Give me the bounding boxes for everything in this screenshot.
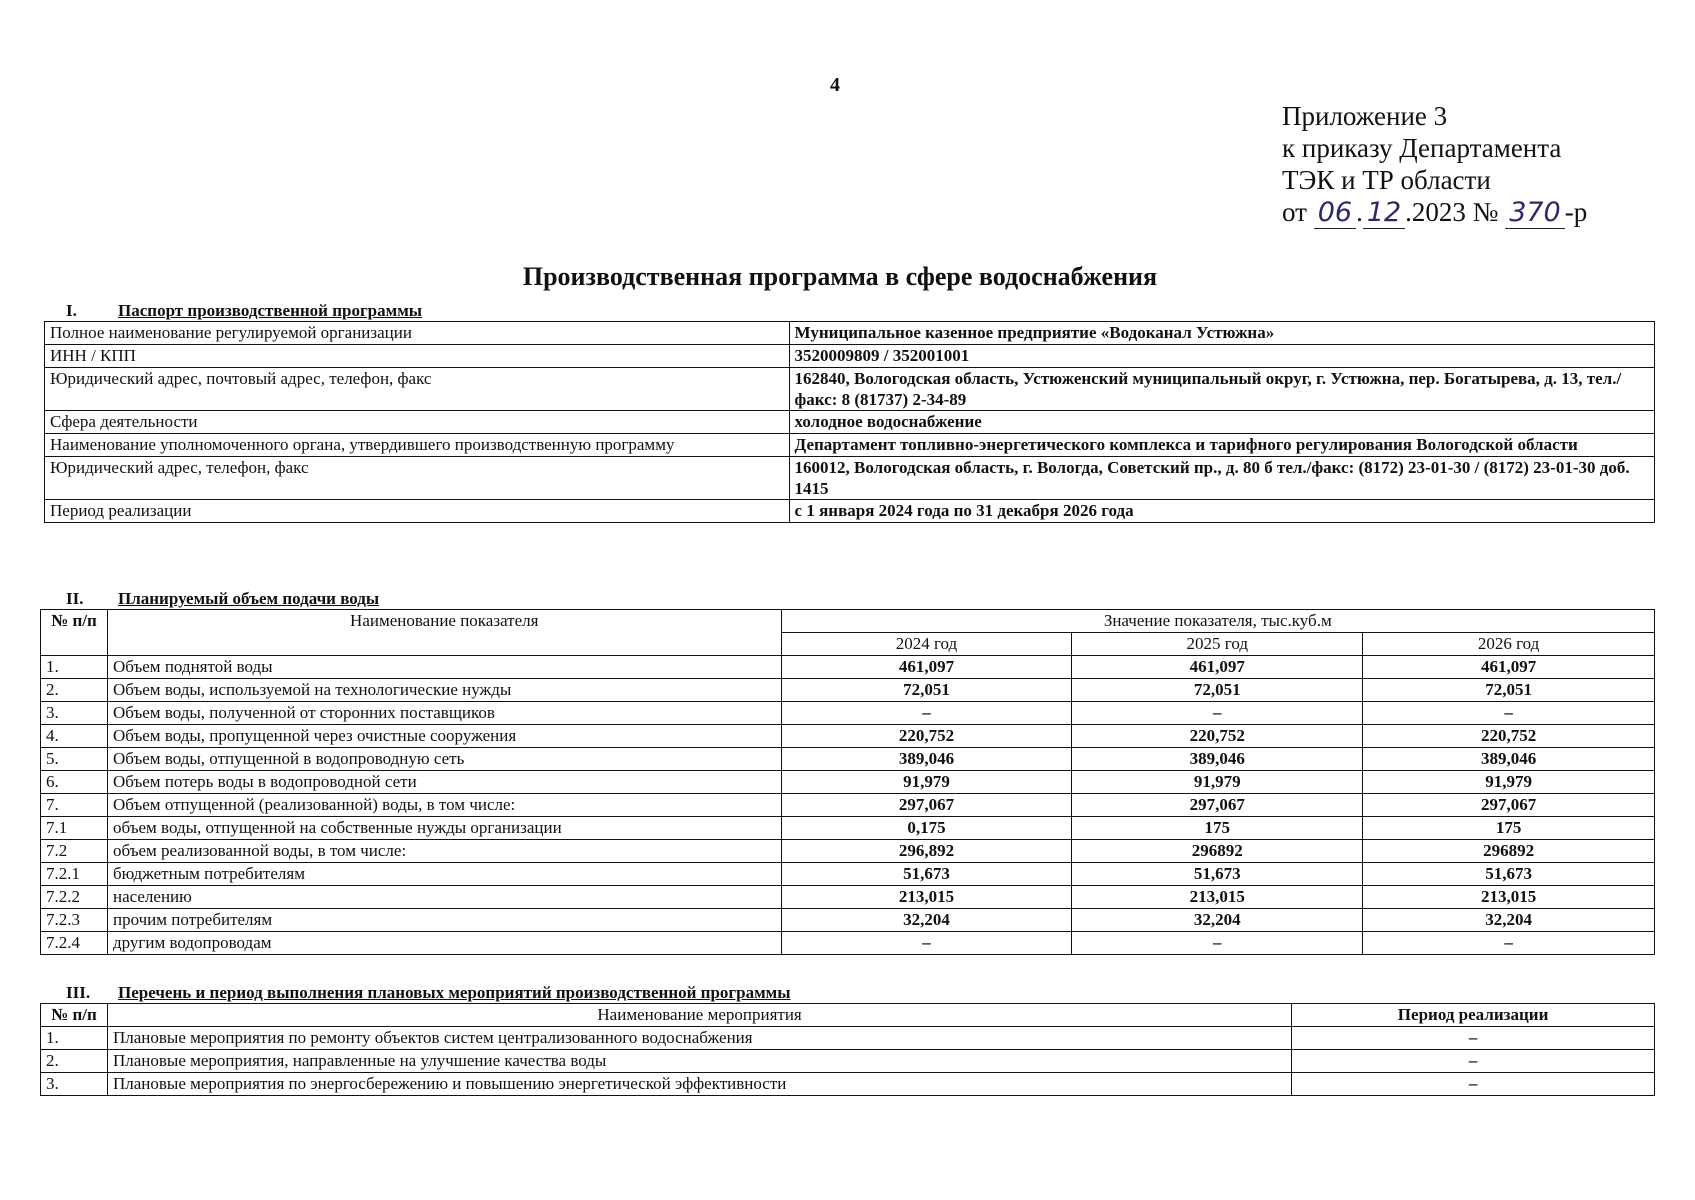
row-indicator-name: объем реализованной воды, в том числе: (107, 840, 781, 863)
date-prefix: от (1282, 197, 1307, 227)
row-indicator-name: Объем поднятой воды (107, 656, 781, 679)
row-value-2026: – (1363, 932, 1655, 955)
appendix-block (1282, 100, 1587, 229)
section-3-heading (66, 983, 791, 1003)
row-value-2025: 51,673 (1072, 863, 1363, 886)
row-number: 7.2.1 (41, 863, 108, 886)
row-value-2026: – (1363, 702, 1655, 725)
row-number: 7.2 (41, 840, 108, 863)
row-value-2026: 51,673 (1363, 863, 1655, 886)
row-event-name: Плановые мероприятия по энергосбережению и повышению энергетической эффективности (107, 1073, 1291, 1096)
row-value-2024: 51,673 (781, 863, 1072, 886)
row-period: – (1292, 1073, 1655, 1096)
order-suffix: -р (1564, 197, 1588, 227)
row-value-2025: 389,046 (1072, 748, 1363, 771)
col-header-year: 2025 год (1072, 633, 1363, 656)
row-value-2025: – (1072, 932, 1363, 955)
row-value-2024: 213,015 (781, 886, 1072, 909)
table-row (41, 932, 1655, 955)
table-row (45, 411, 1655, 434)
table-header-row (41, 1004, 1655, 1027)
table-row (45, 457, 1655, 500)
row-value-2025: 213,015 (1072, 886, 1363, 909)
table-row (41, 863, 1655, 886)
col-header-number: № п/п (41, 610, 108, 656)
passport-value: 162840, Вологодская область, Устюженский муниципальный округ, г. Устюжна, пер. Богатырева, д. 13, тел./факс: 8 (81737) 2-34-89 (789, 368, 1654, 411)
passport-label: Юридический адрес, телефон, факс (45, 457, 790, 500)
row-event-name: Плановые мероприятия по ремонту объектов систем централизованного водоснабжения (107, 1027, 1291, 1050)
passport-label: Сфера деятельности (45, 411, 790, 434)
row-value-2024: – (781, 702, 1072, 725)
row-indicator-name: бюджетным потребителям (107, 863, 781, 886)
row-value-2026: 32,204 (1363, 909, 1655, 932)
table-row (41, 771, 1655, 794)
row-value-2025: 296892 (1072, 840, 1363, 863)
row-value-2024: 296,892 (781, 840, 1072, 863)
table-row (41, 1050, 1655, 1073)
table-row (41, 702, 1655, 725)
passport-label: Наименование уполномоченного органа, утвердившего производственную программу (45, 434, 790, 457)
table-row (45, 368, 1655, 411)
row-indicator-name: Объем воды, используемой на технологические нужды (107, 679, 781, 702)
row-period: – (1292, 1050, 1655, 1073)
section-2-number: II. (66, 589, 84, 608)
table-row (41, 679, 1655, 702)
table-row (45, 500, 1655, 523)
water-volume-table (40, 609, 1655, 955)
section-2-heading (66, 589, 379, 609)
row-number: 6. (41, 771, 108, 794)
row-number: 1. (41, 1027, 108, 1050)
col-header-name: Наименование показателя (107, 610, 781, 656)
row-value-2026: 213,015 (1363, 886, 1655, 909)
date-day: 06 (1314, 197, 1356, 229)
row-value-2024: 389,046 (781, 748, 1072, 771)
section-1-heading (66, 301, 422, 321)
row-value-2026: 296892 (1363, 840, 1655, 863)
row-number: 1. (41, 656, 108, 679)
row-indicator-name: объем воды, отпущенной на собственные нужды организации (107, 817, 781, 840)
passport-label: Юридический адрес, почтовый адрес, телефон, факс (45, 368, 790, 411)
passport-label: Период реализации (45, 500, 790, 523)
col-header-event-name: Наименование мероприятия (107, 1004, 1291, 1027)
row-value-2025: 32,204 (1072, 909, 1363, 932)
table-row (41, 840, 1655, 863)
row-number: 4. (41, 725, 108, 748)
passport-value: Департамент топливно-энергетического комплекса и тарифного регулирования Вологодской области (789, 434, 1654, 457)
row-value-2024: 32,204 (781, 909, 1072, 932)
passport-table (44, 321, 1655, 523)
passport-value: 3520009809 / 352001001 (789, 345, 1654, 368)
table-row (41, 817, 1655, 840)
passport-label: Полное наименование регулируемой организации (45, 322, 790, 345)
row-value-2024: 461,097 (781, 656, 1072, 679)
section-2-title: Планируемый объем подачи воды (118, 589, 380, 608)
date-year: .2023 № (1405, 197, 1499, 227)
table-row (41, 1027, 1655, 1050)
section-3-number: III. (66, 983, 91, 1002)
events-table (40, 1003, 1655, 1096)
row-number: 2. (41, 1050, 108, 1073)
table-row (41, 886, 1655, 909)
appendix-line-3: ТЭК и ТР области (1282, 165, 1491, 195)
row-indicator-name: Объем воды, пропущенной через очистные сооружения (107, 725, 781, 748)
appendix-line-2: к приказу Департамента (1282, 133, 1562, 163)
table-row (41, 725, 1655, 748)
row-value-2025: 91,979 (1072, 771, 1363, 794)
document-title: Производственная программа в сфере водоснабжения (522, 262, 1158, 291)
col-header-period: Период реализации (1292, 1004, 1655, 1027)
row-number: 7.1 (41, 817, 108, 840)
section-1-number: I. (66, 301, 77, 320)
row-event-name: Плановые мероприятия, направленные на улучшение качества воды (107, 1050, 1291, 1073)
row-value-2026: 72,051 (1363, 679, 1655, 702)
row-number: 2. (41, 679, 108, 702)
table-row (41, 909, 1655, 932)
row-value-2026: 297,067 (1363, 794, 1655, 817)
row-value-2024: 0,175 (781, 817, 1072, 840)
table-row (41, 748, 1655, 771)
table-row (45, 434, 1655, 457)
col-header-value: Значение показателя, тыс.куб.м (781, 610, 1654, 633)
row-indicator-name: другим водопроводам (107, 932, 781, 955)
date-month: 12 (1363, 197, 1405, 229)
passport-value: с 1 января 2024 года по 31 декабря 2026 года (789, 500, 1654, 523)
row-indicator-name: населению (107, 886, 781, 909)
col-header-year: 2026 год (1363, 633, 1655, 656)
section-1-title: Паспорт производственной программы (118, 301, 423, 320)
row-indicator-name: Объем воды, отпущенной в водопроводную сеть (107, 748, 781, 771)
table-row (41, 1073, 1655, 1096)
row-value-2024: 72,051 (781, 679, 1072, 702)
row-value-2025: 297,067 (1072, 794, 1363, 817)
row-value-2024: 297,067 (781, 794, 1072, 817)
row-value-2025: 220,752 (1072, 725, 1363, 748)
row-value-2026: 91,979 (1363, 771, 1655, 794)
row-indicator-name: прочим потребителям (107, 909, 781, 932)
row-number: 7.2.3 (41, 909, 108, 932)
row-value-2025: 72,051 (1072, 679, 1363, 702)
table-row (45, 345, 1655, 368)
table-header-row (41, 610, 1655, 633)
row-indicator-name: Объем отпущенной (реализованной) воды, в том числе: (107, 794, 781, 817)
passport-value: Муниципальное казенное предприятие «Водоканал Устюжна» (789, 322, 1654, 345)
passport-value: холодное водоснабжение (789, 411, 1654, 434)
row-number: 7.2.2 (41, 886, 108, 909)
row-indicator-name: Объем воды, полученной от сторонних поставщиков (107, 702, 781, 725)
table-row (45, 322, 1655, 345)
row-value-2024: – (781, 932, 1072, 955)
passport-label: ИНН / КПП (45, 345, 790, 368)
row-number: 3. (41, 702, 108, 725)
row-number: 3. (41, 1073, 108, 1096)
row-period: – (1292, 1027, 1655, 1050)
col-header-number: № п/п (41, 1004, 108, 1027)
row-value-2025: – (1072, 702, 1363, 725)
passport-value: 160012, Вологодская область, г. Вологда, Советский пр., д. 80 б тел./факс: (8172) 23-01-30 / (8172) 23-01-30 доб. 1415 (789, 457, 1654, 500)
section-3-title: Перечень и период выполнения плановых мероприятий производственной программы (118, 983, 791, 1002)
row-value-2025: 175 (1072, 817, 1363, 840)
row-number: 7. (41, 794, 108, 817)
row-number: 7.2.4 (41, 932, 108, 955)
row-number: 5. (41, 748, 108, 771)
row-value-2026: 175 (1363, 817, 1655, 840)
table-row (41, 794, 1655, 817)
row-value-2025: 461,097 (1072, 656, 1363, 679)
appendix-date-line: от 06 . 12 .2023 № 370 -р (1282, 197, 1588, 228)
order-number: 370 (1505, 197, 1565, 229)
row-value-2026: 220,752 (1363, 725, 1655, 748)
row-value-2026: 389,046 (1363, 748, 1655, 771)
table-row (41, 656, 1655, 679)
appendix-line-1: Приложение 3 (1282, 101, 1448, 131)
row-value-2024: 220,752 (781, 725, 1072, 748)
page-number: 4 (830, 74, 840, 96)
col-header-year: 2024 год (781, 633, 1072, 656)
row-indicator-name: Объем потерь воды в водопроводной сети (107, 771, 781, 794)
row-value-2024: 91,979 (781, 771, 1072, 794)
row-value-2026: 461,097 (1363, 656, 1655, 679)
